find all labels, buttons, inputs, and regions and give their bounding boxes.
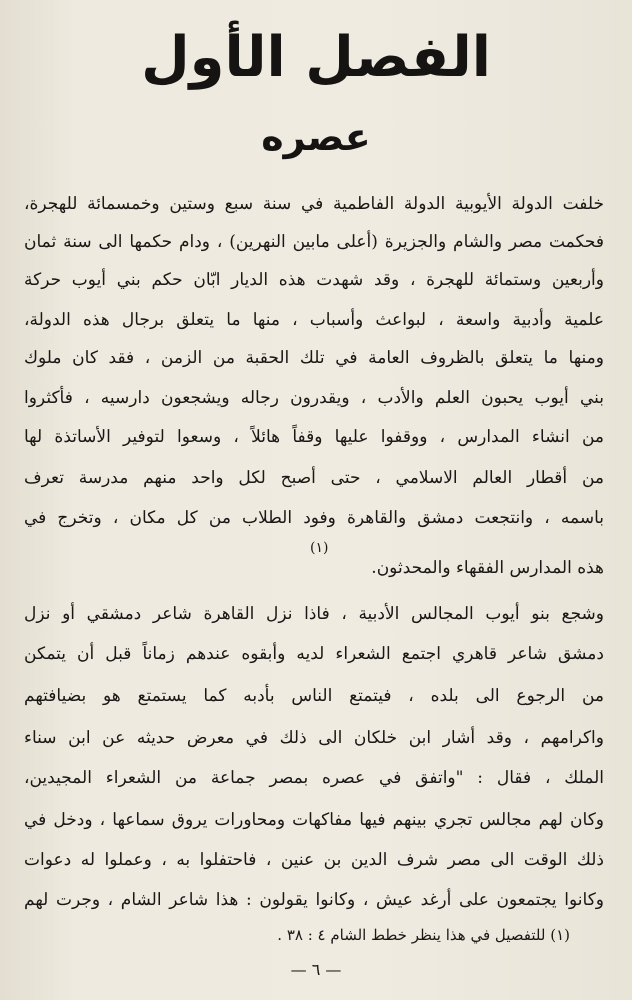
footnote: (١) للتفصيل في هذا ينظر خطط الشام ٤ : ٣٨ . [277,926,570,944]
paragraph-line: وشجع بنو أيوب المجالس الأدبية ، فاذا نزل القاهرة شاعر دمشقي أو نزل [24,604,604,624]
paragraph-line: وكان لهم مجالس تجري بينهم فيها مفاكهات ومحاورات يروق سماعها ، ودخل في [24,810,604,830]
paragraph-line: دمشق شاعر قاهري اجتمع الشعراء لديه وأبقوه عندهم زماناً قبل أن يتمكن [24,644,604,664]
paragraph-line: من انشاء المدارس ، ووقفوا عليها وقفاً هائلاً ، وسعوا لتوفير الأساتذة لها [24,427,604,447]
paragraph-line: ذلك الوقت الى مصر شرف الدين بن عنين ، فاحتفلوا به ، وعملوا له دعوات [24,850,604,870]
footnote-reference: (١) [310,540,329,556]
paragraph-line: فحكمت مصر والشام والجزيرة (أعلى مابين النهرين) ، ودام حكمها الى سنة ثمان [24,232,604,252]
paragraph-line: وكانوا يجتمعون على أرغد عيش ، وكانوا يقولون : هذا شاعر الشام ، وجرت لهم [24,890,604,910]
paragraph-line: من أقطار العالم الاسلامي ، حتى أصبح لكل واحد منهم مدرسة تعرف [24,468,604,488]
paragraph-line: باسمه ، وانتجعت دمشق والقاهرة وفود الطلاب من كل مكان ، وتخرج في [24,508,604,528]
paragraph-line: علمية وأدبية واسعة ، لبواعث وأسباب ، منها ما يتعلق برجال هذه الدولة، [24,310,604,330]
paragraph-line: واكرامهم ، وقد أشار ابن خلكان الى ذلك في معرض حديثه عن ابن سناء [24,728,604,748]
paragraph-line: هذه المدارس الفقهاء والمحدثون. [371,558,604,578]
paragraph-line: الملك ، فقال : "واتفق في عصره بمصر جماعة من الشعراء المجيدين، [24,768,604,788]
paragraph-line: وأربعين وستمائة للهجرة ، وقد شهدت هذه الديار ابّان حكم بني أيوب حركة [24,270,604,290]
chapter-title: الفصل الأول [141,25,491,90]
paragraph-line: بني أيوب يحبون العلم والأدب ، ويقدرون رجاله ويشجعون دارسيه ، فأكثروا [24,388,604,408]
paragraph-line: ومنها ما يتعلق بالظروف العامة في تلك الحقبة من الزمن ، فقد كان ملوك [24,348,604,368]
section-title: عصره [261,115,371,159]
paragraph-line: خلفت الدولة الأيوبية الدولة الفاطمية في سنة سبع وستين وخمسمائة للهجرة، [24,194,604,214]
page-number: — ٦ — [290,960,342,979]
paragraph-line: من الرجوع الى بلده ، فيتمتع الناس بأدبه كما يستمتع هو بضيافتهم [24,686,604,706]
